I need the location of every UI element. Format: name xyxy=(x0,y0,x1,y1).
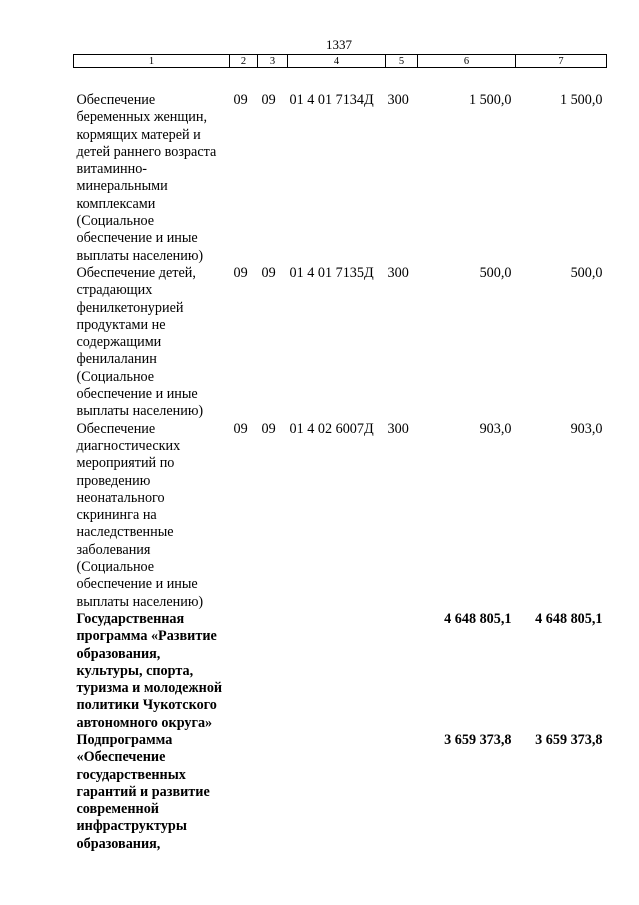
row-amount-1: 1 500,0 xyxy=(468,92,512,108)
page-number: 1337 xyxy=(326,37,352,52)
header-cell-6: 6 xyxy=(418,55,516,68)
row-target-code: 01 4 02 6007Д xyxy=(289,420,374,437)
row-section: 09 xyxy=(233,92,248,108)
row-amount-2: 1 500,0 xyxy=(559,92,603,108)
row-expense-type xyxy=(386,732,418,853)
header-cell-7: 7 xyxy=(516,55,607,68)
row-target-code xyxy=(288,732,386,853)
row-name: Подпрограмма «Обеспечение государственных гарантий и развитие современной инфраструктуры образования, xyxy=(76,731,210,852)
row-amount-2: 903,0 xyxy=(570,420,603,437)
row-target-code xyxy=(288,611,386,732)
header-cell-5: 5 xyxy=(386,55,418,68)
row-subsection xyxy=(258,732,288,853)
row-expense-type: 300 xyxy=(387,92,409,108)
row-amount-2: 3 659 373,8 xyxy=(535,731,603,748)
row-expense-type: 300 xyxy=(387,420,409,437)
table-row-subprogram xyxy=(74,732,607,853)
row-amount-2: 500,0 xyxy=(570,264,603,281)
header-cell-3: 3 xyxy=(258,55,288,68)
row-amount-1: 4 648 805,1 xyxy=(444,610,512,627)
row-section: 09 xyxy=(233,264,248,281)
row-target-code: 01 4 01 7135Д xyxy=(289,264,374,281)
table-row xyxy=(74,265,607,421)
table-row xyxy=(74,421,607,611)
row-amount-2: 4 648 805,1 xyxy=(535,610,603,627)
row-expense-type: 300 xyxy=(387,264,409,281)
row-subsection: 09 xyxy=(261,420,276,437)
row-subsection xyxy=(258,611,288,732)
row-name: Государственная программа «Развитие образования, культуры, спорта, туризма и молодежной политики Чукотского автономного округа» xyxy=(76,610,223,731)
header-cell-1: 1 xyxy=(74,55,230,68)
budget-table xyxy=(73,54,607,853)
row-expense-type xyxy=(386,611,418,732)
row-section xyxy=(230,611,258,732)
row-amount-1: 3 659 373,8 xyxy=(444,731,512,748)
row-name: Обеспечение беременных женщин, кормящих матерей и детей раннего возраста витаминно-минеральными комплексами (Социальное обеспечение и иные выплаты населению) xyxy=(76,92,217,264)
row-section xyxy=(230,732,258,853)
row-name: Обеспечение детей, страдающих фенилкетонурией продуктами не содержащими фенилаланин (Социальное обеспечение и иные выплаты населению) xyxy=(76,264,204,420)
header-cell-2: 2 xyxy=(230,55,258,68)
row-subsection: 09 xyxy=(261,264,276,281)
row-name: Обеспечение диагностических мероприятий по проведению неонатального скрининга на наследственные заболевания (Социальное обеспечение и иные выплаты населению) xyxy=(76,420,204,610)
row-subsection: 09 xyxy=(261,92,276,108)
row-target-code: 01 4 01 7134Д xyxy=(289,92,374,108)
row-section: 09 xyxy=(233,420,248,437)
header-cell-4: 4 xyxy=(288,55,386,68)
table-row-program xyxy=(74,611,607,732)
row-amount-1: 500,0 xyxy=(479,264,512,281)
column-number-header xyxy=(74,55,607,68)
table-row xyxy=(74,68,607,265)
row-amount-1: 903,0 xyxy=(479,420,512,437)
